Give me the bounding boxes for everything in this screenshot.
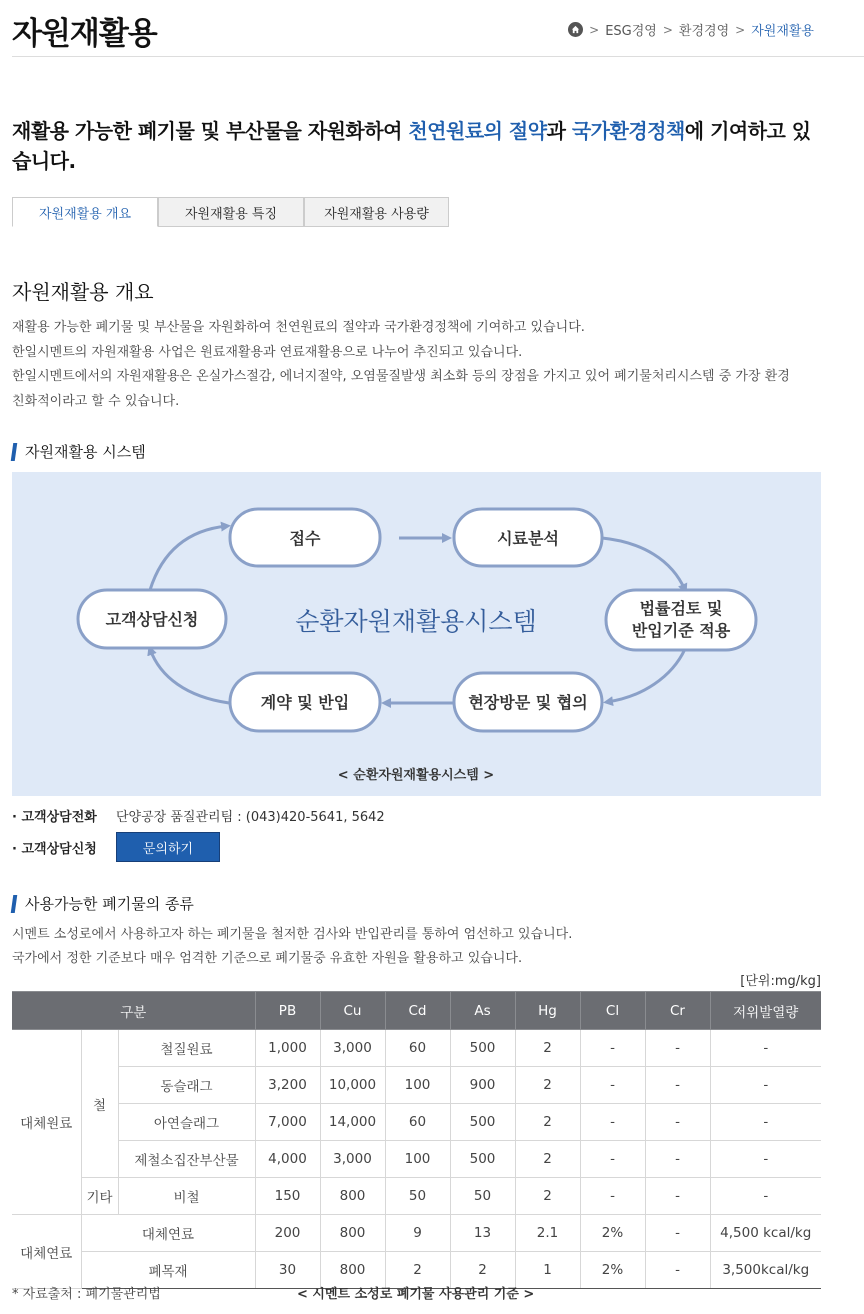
subgroup-cell: 철 xyxy=(81,1030,118,1178)
col-header: Cd xyxy=(385,992,450,1030)
contact-apply-label: · 고객상담신청 xyxy=(12,841,97,857)
group-cell: 대체원료 xyxy=(12,1030,81,1215)
table-row: 동슬래그 3,200 10,000 100 900 2 - - - xyxy=(12,1067,821,1104)
home-icon[interactable] xyxy=(568,22,583,37)
tab-bar xyxy=(12,197,449,227)
node-consult-request: 고객상담신청 xyxy=(105,610,199,629)
col-header: 구분 xyxy=(12,992,255,1030)
col-header: Cr xyxy=(645,992,710,1030)
contact-phone-value: 단양공장 품질관리팀 : (043)420-5641, 5642 xyxy=(116,810,385,825)
chevron-right-icon: > xyxy=(589,22,600,37)
diagram-caption: < 순환자원재활용시스템 > xyxy=(337,768,495,783)
data-source: * 자료출처 : 폐기물관리법 xyxy=(12,1287,161,1302)
breadcrumb-current[interactable]: 자원재활용 xyxy=(751,24,814,39)
intro-text: 재활용 가능한 폐기물 및 부산물을 자원화하여 천연원료의 절약과 국가환경정책에 기여하고 있습니다. 한일시멘트의 자원재활용 사업은 원료재활용과 연료재활용으로 나누어 추진되고 있습니다. 한일시멘트에서의 자원재활용은 온실가스절감, 에너지절약, 오염물질발생 최소화 등의 장점을 가지고 있어 폐기물처리시스템 중 가장 환경 친화적이라고 할 수 있습니다. xyxy=(12,320,790,409)
breadcrumb-item[interactable]: ESG경영 xyxy=(605,24,657,39)
col-header: Cu xyxy=(320,992,385,1030)
node-receipt: 접수 xyxy=(289,529,321,548)
col-header: Hg xyxy=(515,992,580,1030)
chevron-right-icon: > xyxy=(662,22,673,37)
tab-overview[interactable]: 자원재활용 개요 xyxy=(12,197,158,227)
header-divider xyxy=(12,56,864,57)
table-row: 대체연료 대체연료 200 800 9 13 2.1 2% - 4,500 kcal/kg xyxy=(12,1215,821,1252)
contact-phone-label: · 고객상담전화 xyxy=(12,810,97,825)
group-cell: 대체연료 xyxy=(12,1215,81,1289)
breadcrumb xyxy=(568,20,814,39)
heading-bar xyxy=(11,443,18,461)
unit-label: [단위:mg/kg] xyxy=(740,974,821,989)
node-contract: 계약 및 반입 xyxy=(260,693,350,712)
waste-description: 시멘트 소성로에서 사용하고자 하는 폐기물을 철저한 검사와 반입관리를 통하여 엄선하고 있습니다. 국가에서 정한 기준보다 매우 엄격한 기준으로 폐기물중 유효한 자원을 활용하고 있습니다. xyxy=(12,927,573,966)
diagram-center-title: 순환자원재활용시스템 xyxy=(295,607,537,636)
waste-table xyxy=(12,991,821,1289)
inquiry-button[interactable]: 문의하기 xyxy=(116,832,220,862)
col-header: As xyxy=(450,992,515,1030)
contact-phone-row xyxy=(12,806,385,825)
recycling-system-diagram xyxy=(12,472,821,796)
breadcrumb-item[interactable]: 환경경영 xyxy=(678,24,730,39)
node-legal-review-line2: 반입기준 적용 xyxy=(631,621,731,640)
table-row: 제철소집잔부산물 4,000 3,000 100 500 2 - - - xyxy=(12,1141,821,1178)
table-row: 대체원료 철 철질원료 1,000 3,000 60 500 2 - - - xyxy=(12,1030,821,1067)
subgroup-cell: 기타 xyxy=(81,1178,118,1215)
table-caption: < 시멘트 소성로 폐기물 사용관리 기준 > xyxy=(297,1287,535,1302)
headline: 재활용 가능한 폐기물 및 부산물을 자원화하여 천연원료의 절약과 국가환경정책에 기여하고 있습니다. xyxy=(12,119,811,173)
table-row: 아연슬래그 7,000 14,000 60 500 2 - - - xyxy=(12,1104,821,1141)
tab-features[interactable]: 자원재활용 특징 xyxy=(158,197,304,227)
tab-usage[interactable]: 자원재활용 사용량 xyxy=(304,197,449,227)
node-legal-review-line1: 법률검토 및 xyxy=(639,599,723,618)
table-row: 기타 비철 150 800 50 50 2 - - - xyxy=(12,1178,821,1215)
chevron-right-icon: > xyxy=(735,22,746,37)
table-row: 폐목재 30 800 2 2 1 2% - 3,500kcal/kg xyxy=(12,1252,821,1289)
section-title: 자원재활용 개요 xyxy=(12,280,154,304)
node-sample-analysis: 시료분석 xyxy=(497,529,559,548)
col-header: PB xyxy=(255,992,320,1030)
heading-bar xyxy=(11,895,18,913)
contact-apply-row xyxy=(12,832,220,862)
waste-heading: 사용가능한 폐기물의 종류 xyxy=(12,893,194,914)
col-header: 저위발열량 xyxy=(710,992,821,1030)
table-header-row xyxy=(12,992,821,1030)
system-heading: 자원재활용 시스템 xyxy=(12,441,146,462)
col-header: Cl xyxy=(580,992,645,1030)
node-site-visit: 현장방문 및 협의 xyxy=(468,693,588,712)
page-title: 자원재활용 xyxy=(12,16,157,52)
